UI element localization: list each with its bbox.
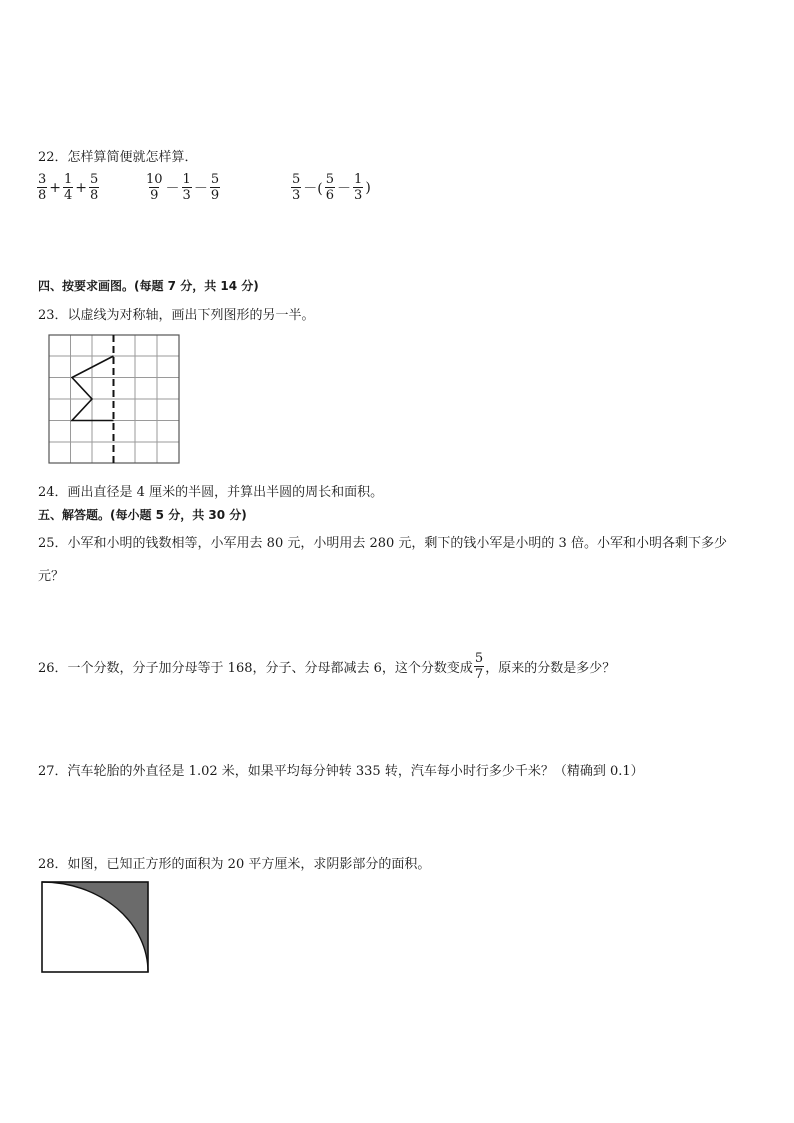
fraction: $\frac{5}{9}$: [210, 172, 220, 203]
fraction: $\frac{3}{8}$: [38, 172, 47, 203]
section-5-heading: 五、解答题。(每小题 5 分，共 30 分): [38, 508, 247, 522]
q25-text-line2: 元？: [38, 569, 65, 584]
q26-text-before: 26．一个分数，分子加分母等于 168，分子、分母都减去 6，这个分数变成: [38, 661, 473, 676]
q22-expression-1: [36, 172, 100, 203]
fraction: $\frac{1}{3}$: [182, 172, 191, 203]
q22-expression-2: [144, 172, 221, 203]
fraction: $\frac{5}{8}$: [90, 172, 99, 203]
q27-text: 27．汽车轮胎的外直径是 1.02 米，如果平均每分钟转 335 转，汽车每小时行多少千米？（精确到 0.1）: [38, 764, 644, 779]
q28-text: 28．如图，已知正方形的面积为 20 平方厘米，求阴影部分的面积。: [38, 857, 431, 872]
fraction: $\frac{5}{3}$: [292, 172, 301, 203]
section-4-heading: 四、按要求画图。(每题 7 分，共 14 分): [38, 279, 259, 293]
q26-fraction: $\frac{5}{7}$: [474, 651, 484, 682]
q26-text-after: ，原来的分数是多少？: [485, 661, 616, 676]
operator: －: [193, 180, 208, 197]
q26-text: [38, 651, 615, 682]
operator: +: [75, 179, 88, 196]
q22-title: 22．怎样算简便就怎样算．: [38, 150, 198, 165]
q25-text-line1: 25．小军和小明的钱数相等，小军用去 80 元，小明用去 280 元，剩下的钱小军是小明的 3 倍。小军和小明各剩下多少: [38, 536, 727, 551]
fraction: $\frac{1}{3}$: [354, 172, 363, 203]
q24-text: 24．画出直径是 4 厘米的半圆，并算出半圆的周长和面积。: [38, 485, 384, 500]
operator: －: [165, 180, 180, 197]
fraction: $\frac{5}{6}$: [325, 172, 335, 203]
operator: －(: [303, 180, 323, 197]
operator: +: [49, 179, 62, 196]
operator: －: [337, 180, 352, 197]
q22-expression-3: [290, 172, 372, 203]
shaded-square-figure: [40, 880, 152, 976]
fraction: $\frac{1}{4}$: [64, 172, 73, 203]
symmetry-grid-figure: [48, 334, 182, 464]
fraction: $\frac{10}{9}$: [146, 172, 163, 203]
operator: ): [365, 179, 371, 196]
q23-text: 23．以虚线为对称轴，画出下列图形的另一半。: [38, 308, 315, 323]
